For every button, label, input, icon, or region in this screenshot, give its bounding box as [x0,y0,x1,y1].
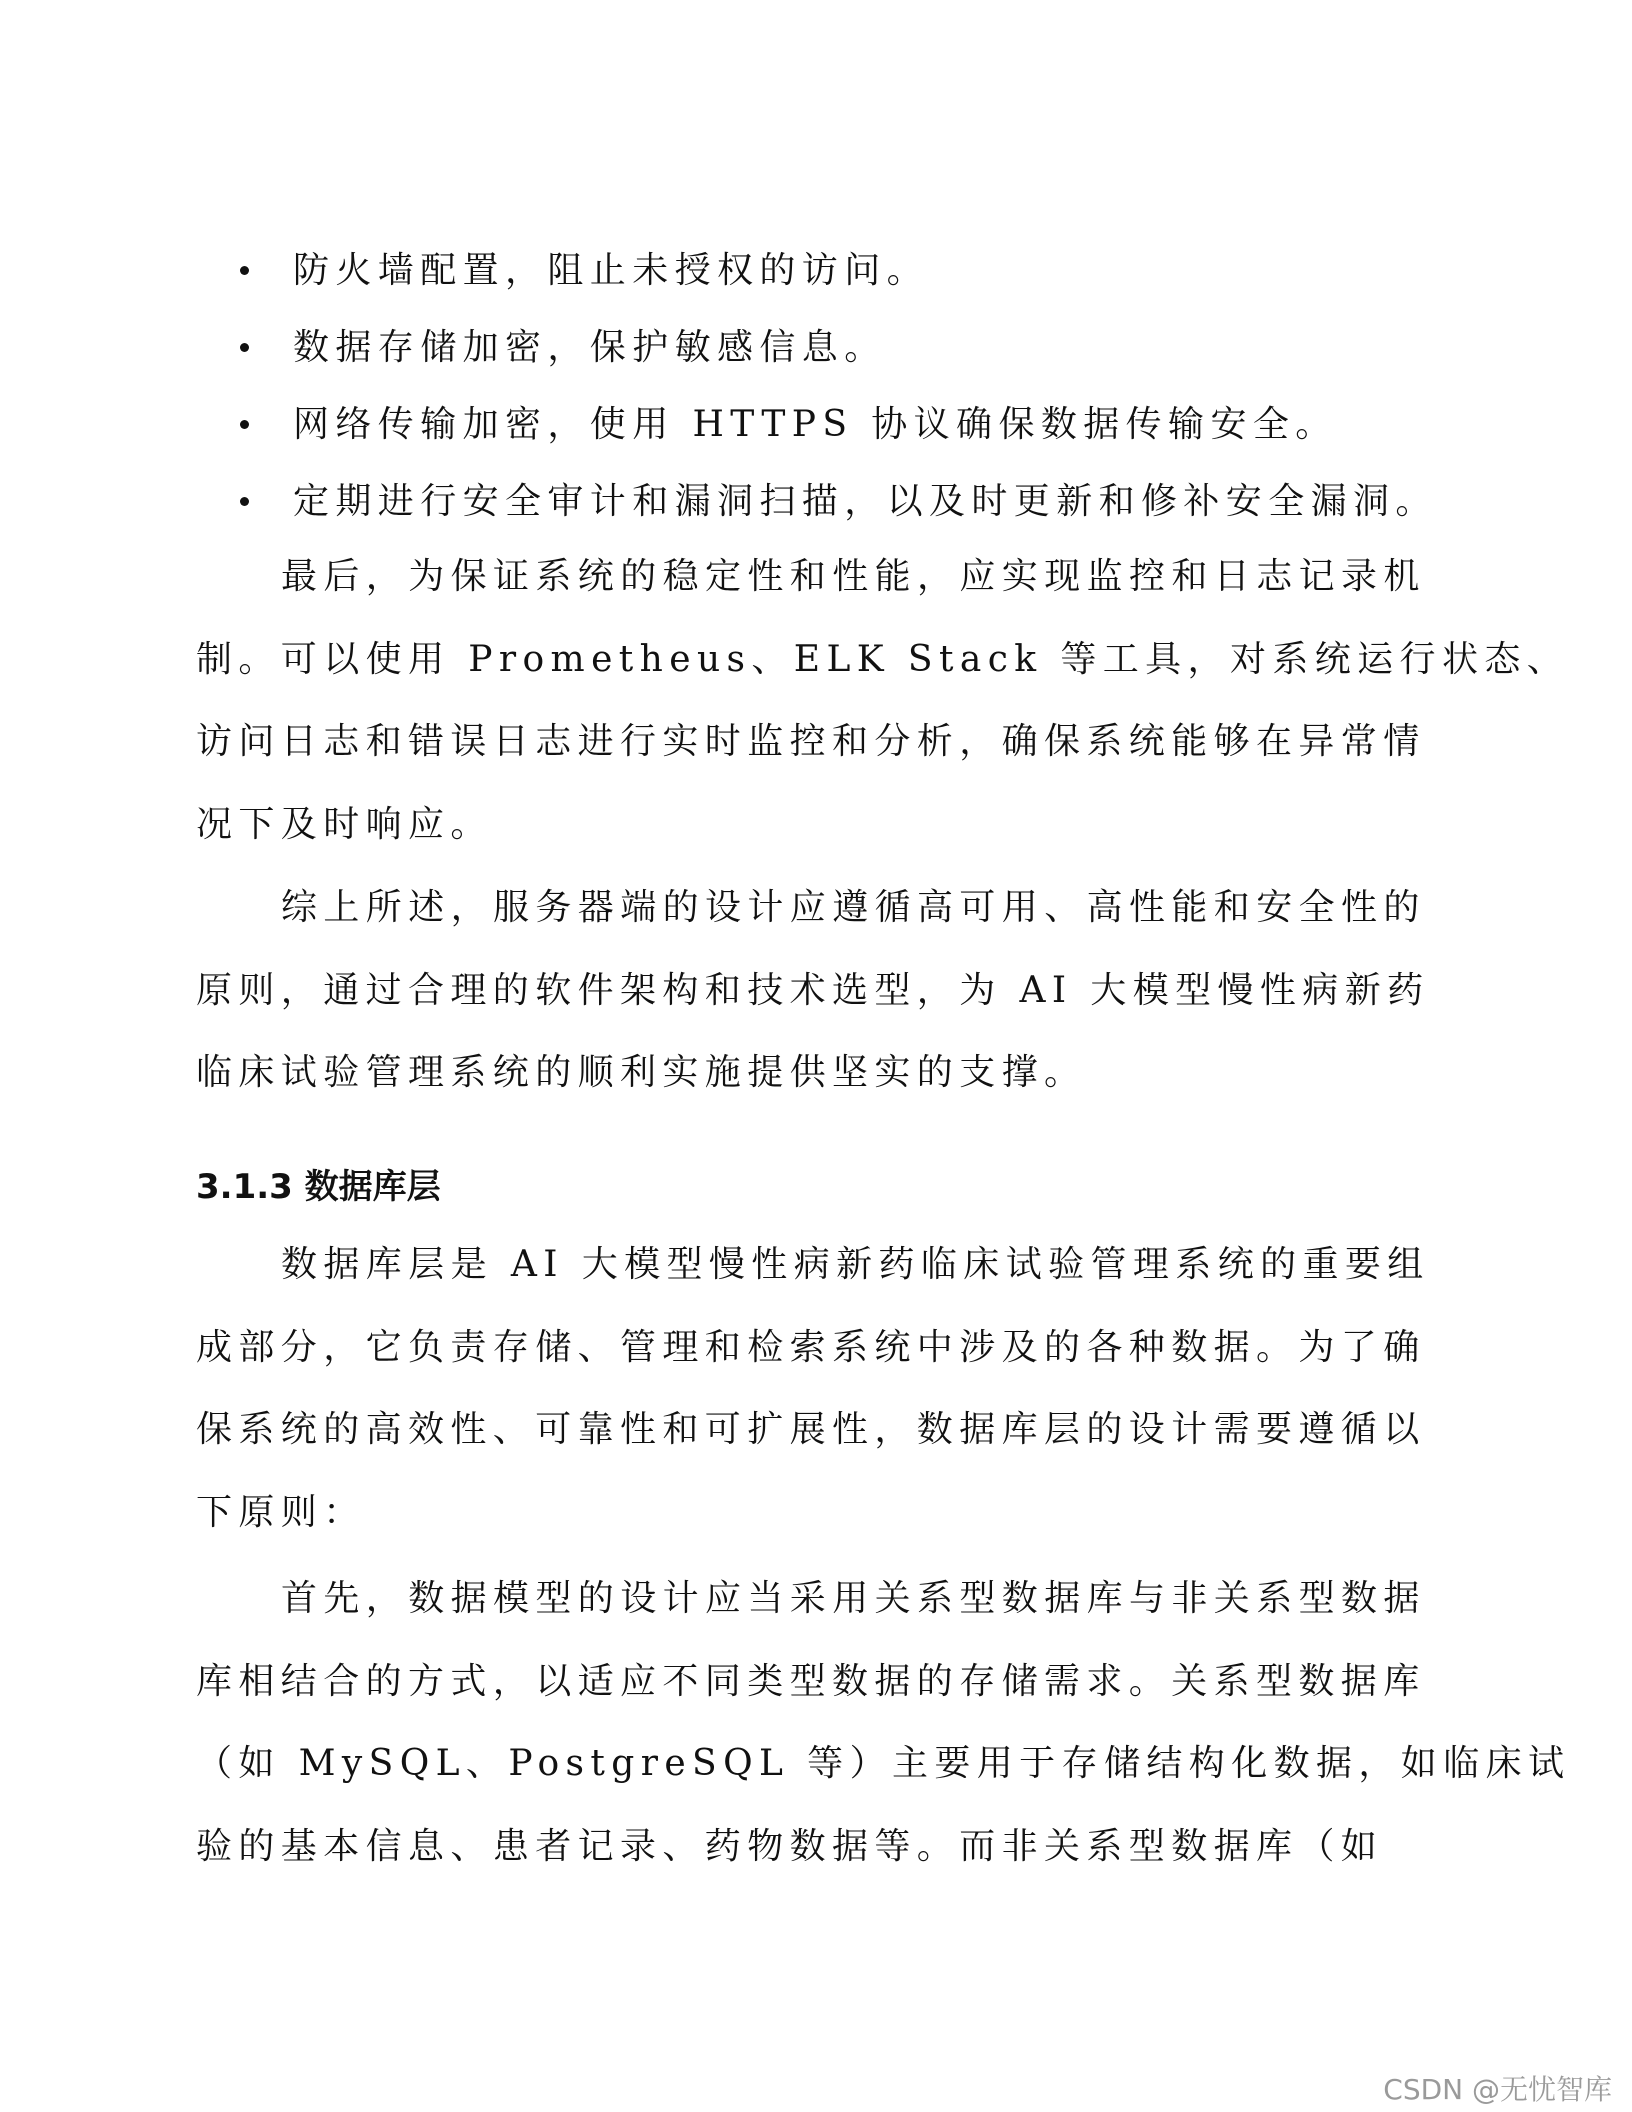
list-item [240,232,1438,309]
paragraph-line: 访问日志和错误日志进行实时监控和分析，确保系统能够在异常情 [196,721,1426,762]
list-item-text: 防火墙配置，阻止未授权的访问。 [293,250,930,291]
paragraph-line: 数据库层是 AI 大模型慢性病新药临床试验管理系统的重要组 [281,1244,1430,1285]
bullet-icon [240,343,249,352]
list-item-text: 网络传输加密，使用 HTTPS 协议确保数据传输安全。 [293,404,1338,445]
paragraph-line: 临床试验管理系统的顺利实施提供坚实的支撑。 [196,1052,1087,1093]
list-item [240,386,1438,463]
paragraph-line: 最后，为保证系统的稳定性和性能，应实现监控和日志记录机 [281,556,1426,597]
paragraph-line: （如 MySQL、PostgreSQL 等）主要用于存储结构化数据，如临床试 [196,1743,1571,1784]
bullet-icon [240,420,249,429]
section-heading: 3.1.3 数据库层 [196,1167,441,1207]
paragraph-line: 下原则： [196,1491,366,1533]
paragraph-line: 保系统的高效性、可靠性和可扩展性，数据库层的设计需要遵循以 [196,1409,1426,1450]
paragraph-summary [196,867,1436,1115]
list-item-text: 数据存储加密，保护敏感信息。 [293,327,887,368]
paragraph-line: 库相结合的方式，以适应不同类型数据的存储需求。关系型数据库 [196,1660,1426,1702]
list-item-text: 定期进行安全审计和漏洞扫描，以及时更新和修补安全漏洞。 [293,481,1438,522]
paragraph-line: 综上所述，服务器端的设计应遵循高可用、高性能和安全性的 [281,887,1426,928]
paragraph-line: 原则，通过合理的软件架构和技术选型，为 AI 大模型慢性病新药 [196,969,1430,1011]
paragraph-line: 验的基本信息、患者记录、药物数据等。而非关系型数据库（如 [196,1825,1384,1867]
paragraph-database-intro [196,1224,1436,1554]
paragraph-line: 首先，数据模型的设计应当采用关系型数据库与非关系型数据 [281,1578,1426,1619]
paragraph-monitoring [196,536,1570,866]
paragraph-line: 成部分，它负责存储、管理和检索系统中涉及的各种数据。为了确 [196,1326,1426,1368]
watermark: CSDN @无忧智库 [1383,2073,1612,2106]
list-item [240,463,1438,540]
bullet-list [240,232,1438,540]
paragraph-line: 制。可以使用 Prometheus、ELK Stack 等工具，对系统运行状态、 [196,638,1570,680]
paragraph-line: 况下及时响应。 [196,803,493,845]
paragraph-data-model [196,1558,1571,1888]
bullet-icon [240,497,249,506]
bullet-icon [240,266,249,275]
list-item [240,309,1438,386]
